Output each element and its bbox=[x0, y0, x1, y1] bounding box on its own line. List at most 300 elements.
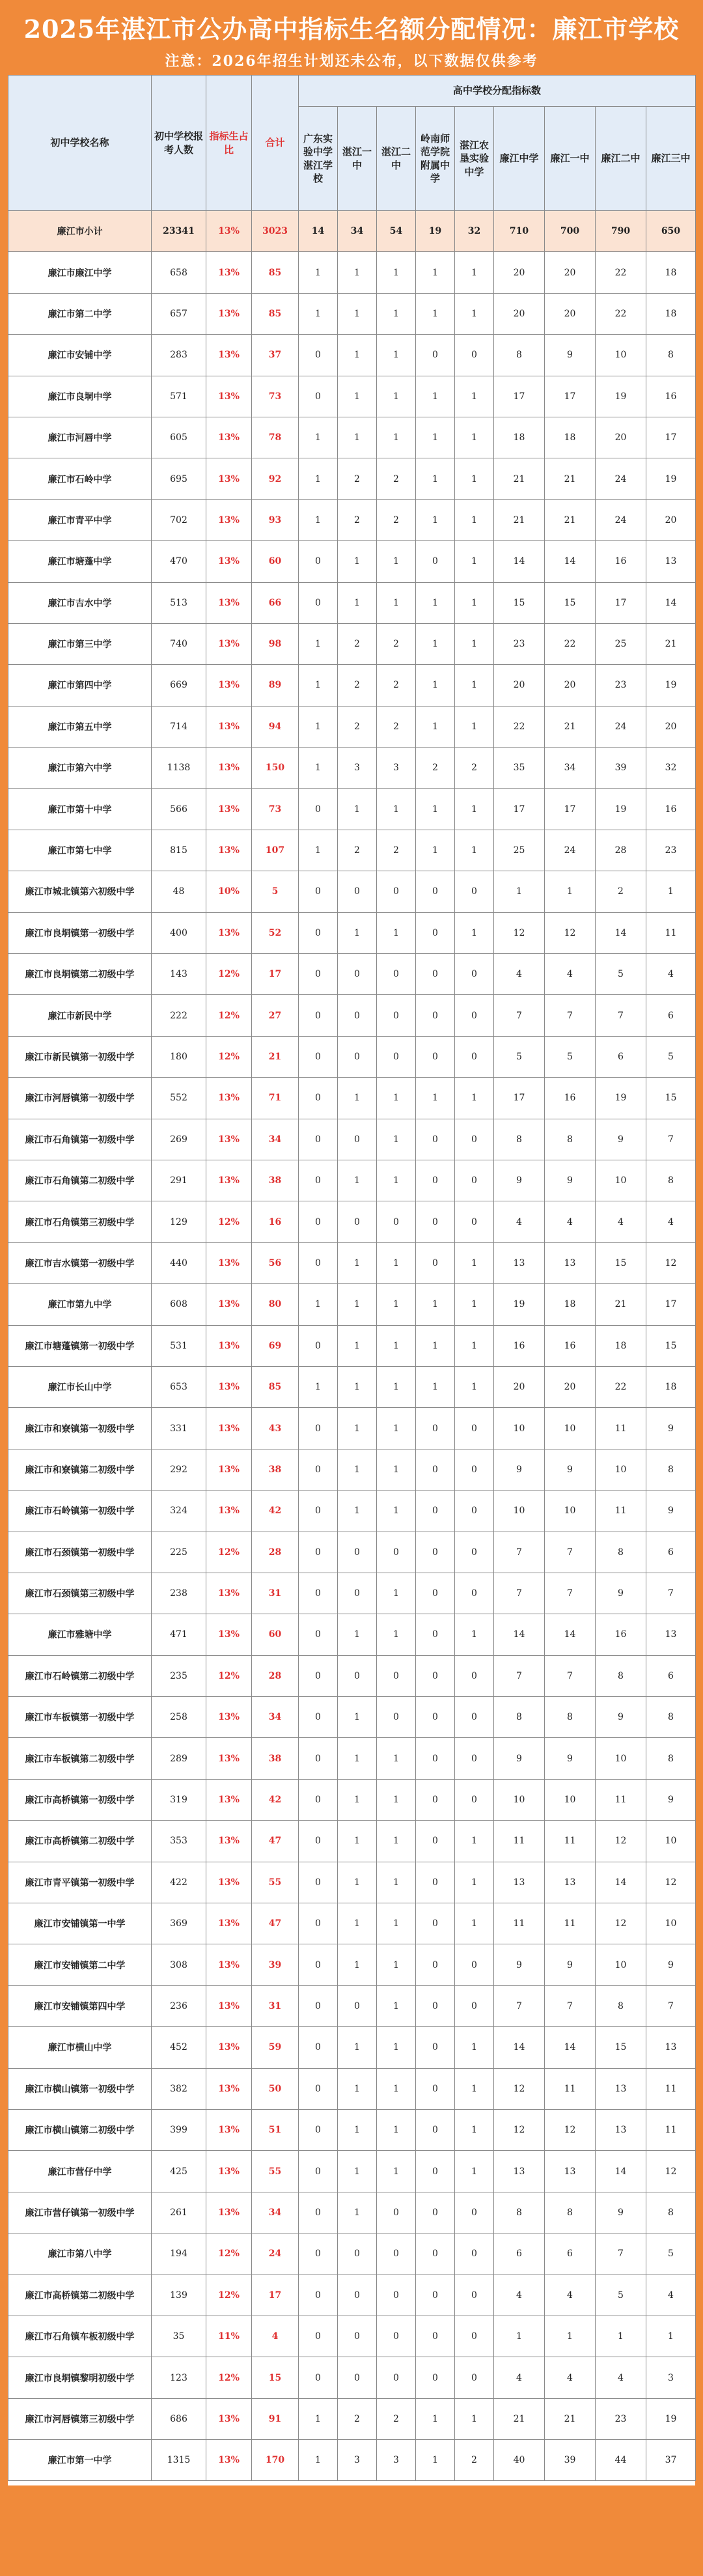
header-high-school: 湛江一中 bbox=[338, 107, 377, 211]
allocation-cell: 710 bbox=[494, 211, 545, 252]
allocation-cell: 0 bbox=[338, 995, 377, 1036]
allocation-cell: 20 bbox=[646, 706, 696, 747]
header-school: 初中学校名称 bbox=[8, 76, 152, 211]
allocation-cell: 1 bbox=[416, 582, 455, 623]
table-row bbox=[8, 417, 696, 458]
candidates-cell: 513 bbox=[152, 582, 206, 623]
allocation-cell: 14 bbox=[596, 912, 646, 953]
total-cell: 69 bbox=[252, 1325, 299, 1366]
allocation-cell: 2 bbox=[377, 458, 416, 499]
header-high-school: 廉江二中 bbox=[596, 107, 646, 211]
ratio-cell: 13% bbox=[206, 1366, 252, 1407]
allocation-cell: 7 bbox=[494, 995, 545, 1036]
candidates-cell: 319 bbox=[152, 1779, 206, 1820]
allocation-cell: 1 bbox=[455, 1903, 494, 1944]
allocation-cell: 0 bbox=[416, 335, 455, 376]
table-row bbox=[8, 1697, 696, 1738]
allocation-cell: 2 bbox=[338, 499, 377, 540]
school-name-cell: 廉江市吉水镇第一初级中学 bbox=[8, 1242, 152, 1283]
school-name-cell: 廉江市塘蓬中学 bbox=[8, 541, 152, 582]
allocation-cell: 22 bbox=[545, 623, 596, 664]
total-cell: 39 bbox=[252, 1944, 299, 1985]
candidates-cell: 143 bbox=[152, 954, 206, 995]
table-row bbox=[8, 541, 696, 582]
total-cell: 37 bbox=[252, 335, 299, 376]
allocation-cell: 1 bbox=[299, 2440, 338, 2481]
total-cell: 17 bbox=[252, 2275, 299, 2316]
table-row bbox=[8, 1738, 696, 1779]
allocation-cell: 11 bbox=[646, 2068, 696, 2109]
allocation-cell: 0 bbox=[377, 2233, 416, 2275]
school-name-cell: 廉江市良垌镇黎明初级中学 bbox=[8, 2357, 152, 2398]
total-cell: 42 bbox=[252, 1491, 299, 1532]
allocation-cell: 39 bbox=[545, 2440, 596, 2481]
candidates-cell: 23341 bbox=[152, 211, 206, 252]
allocation-cell: 0 bbox=[455, 2233, 494, 2275]
allocation-cell: 0 bbox=[416, 871, 455, 912]
allocation-cell: 2 bbox=[338, 830, 377, 871]
allocation-cell: 0 bbox=[377, 1201, 416, 1242]
ratio-cell: 13% bbox=[206, 335, 252, 376]
allocation-cell: 23 bbox=[646, 830, 696, 871]
allocation-cell: 1 bbox=[377, 1491, 416, 1532]
total-cell: 85 bbox=[252, 293, 299, 334]
allocation-cell: 2 bbox=[377, 706, 416, 747]
allocation-cell: 18 bbox=[646, 1366, 696, 1407]
candidates-cell: 324 bbox=[152, 1491, 206, 1532]
table-row bbox=[8, 1201, 696, 1242]
total-cell: 38 bbox=[252, 1738, 299, 1779]
allocation-cell: 1 bbox=[455, 1078, 494, 1119]
school-name-cell: 廉江市青平镇第一初级中学 bbox=[8, 1862, 152, 1903]
candidates-cell: 714 bbox=[152, 706, 206, 747]
allocation-cell: 15 bbox=[494, 582, 545, 623]
allocation-cell: 7 bbox=[494, 1573, 545, 1614]
allocation-cell: 34 bbox=[545, 748, 596, 789]
allocation-cell: 14 bbox=[545, 1614, 596, 1655]
allocation-cell: 8 bbox=[596, 1532, 646, 1573]
allocation-cell: 5 bbox=[545, 1036, 596, 1077]
allocation-cell: 1 bbox=[455, 623, 494, 664]
allocation-cell: 0 bbox=[299, 1862, 338, 1903]
allocation-cell: 9 bbox=[494, 1449, 545, 1490]
table-row bbox=[8, 1325, 696, 1366]
allocation-cell: 1 bbox=[455, 789, 494, 830]
ratio-cell: 13% bbox=[206, 2440, 252, 2481]
school-name-cell: 廉江市塘蓬镇第一初级中学 bbox=[8, 1325, 152, 1366]
allocation-cell: 12 bbox=[596, 1903, 646, 1944]
allocation-cell: 8 bbox=[545, 1119, 596, 1160]
allocation-cell: 0 bbox=[338, 2357, 377, 2398]
allocation-cell: 2 bbox=[416, 748, 455, 789]
allocation-cell: 0 bbox=[299, 954, 338, 995]
ratio-cell: 12% bbox=[206, 954, 252, 995]
allocation-cell: 12 bbox=[494, 2068, 545, 2109]
candidates-cell: 222 bbox=[152, 995, 206, 1036]
allocation-cell: 0 bbox=[455, 2316, 494, 2357]
allocation-cell: 0 bbox=[377, 995, 416, 1036]
allocation-cell: 1 bbox=[455, 2068, 494, 2109]
ratio-cell: 13% bbox=[206, 1903, 252, 1944]
allocation-cell: 1 bbox=[416, 252, 455, 293]
candidates-cell: 566 bbox=[152, 789, 206, 830]
ratio-cell: 13% bbox=[206, 293, 252, 334]
allocation-cell: 0 bbox=[455, 2275, 494, 2316]
allocation-cell: 0 bbox=[299, 335, 338, 376]
total-cell: 170 bbox=[252, 2440, 299, 2481]
allocation-cell: 7 bbox=[596, 2233, 646, 2275]
allocation-cell: 4 bbox=[596, 2357, 646, 2398]
allocation-cell: 1 bbox=[338, 1284, 377, 1325]
allocation-cell: 22 bbox=[596, 252, 646, 293]
allocation-cell: 15 bbox=[545, 582, 596, 623]
allocation-cell: 8 bbox=[646, 1449, 696, 1490]
allocation-cell: 0 bbox=[299, 871, 338, 912]
allocation-cell: 19 bbox=[646, 2398, 696, 2439]
allocation-cell: 9 bbox=[545, 1160, 596, 1201]
allocation-cell: 2 bbox=[377, 830, 416, 871]
allocation-cell: 0 bbox=[338, 1985, 377, 2026]
allocation-cell: 0 bbox=[299, 2151, 338, 2192]
allocation-cell: 0 bbox=[377, 871, 416, 912]
allocation-cell: 1 bbox=[494, 871, 545, 912]
allocation-cell: 7 bbox=[494, 1532, 545, 1573]
allocation-cell: 4 bbox=[494, 2357, 545, 2398]
allocation-cell: 17 bbox=[545, 789, 596, 830]
ratio-cell: 12% bbox=[206, 2357, 252, 2398]
ratio-cell: 12% bbox=[206, 1655, 252, 1696]
allocation-cell: 0 bbox=[377, 2316, 416, 2357]
allocation-cell: 0 bbox=[455, 1655, 494, 1696]
candidates-cell: 123 bbox=[152, 2357, 206, 2398]
allocation-cell: 1 bbox=[377, 1821, 416, 1862]
allocation-cell: 0 bbox=[416, 1449, 455, 1490]
allocation-cell: 1 bbox=[377, 1573, 416, 1614]
school-name-cell: 廉江市石岭镇第一初级中学 bbox=[8, 1491, 152, 1532]
candidates-cell: 238 bbox=[152, 1573, 206, 1614]
header-high-school: 广东实验中学湛江学校 bbox=[299, 107, 338, 211]
total-cell: 80 bbox=[252, 1284, 299, 1325]
allocation-cell: 20 bbox=[596, 417, 646, 458]
school-name-cell: 廉江市和寮镇第一初级中学 bbox=[8, 1408, 152, 1449]
candidates-cell: 686 bbox=[152, 2398, 206, 2439]
allocation-cell: 0 bbox=[416, 2233, 455, 2275]
candidates-cell: 422 bbox=[152, 1862, 206, 1903]
allocation-cell: 19 bbox=[596, 1078, 646, 1119]
table-row bbox=[8, 665, 696, 706]
allocation-cell: 0 bbox=[416, 1573, 455, 1614]
allocation-cell: 0 bbox=[299, 1160, 338, 1201]
allocation-cell: 0 bbox=[299, 995, 338, 1036]
allocation-cell: 7 bbox=[494, 1655, 545, 1696]
total-cell: 73 bbox=[252, 789, 299, 830]
allocation-cell: 21 bbox=[545, 458, 596, 499]
table-row bbox=[8, 1078, 696, 1119]
header-high-school: 廉江一中 bbox=[545, 107, 596, 211]
allocation-cell: 0 bbox=[299, 1985, 338, 2026]
allocation-cell: 1 bbox=[338, 2192, 377, 2233]
allocation-cell: 0 bbox=[299, 1697, 338, 1738]
allocation-cell: 0 bbox=[299, 1408, 338, 1449]
allocation-cell: 14 bbox=[646, 582, 696, 623]
allocation-cell: 2 bbox=[455, 748, 494, 789]
header-high-school: 岭南师范学院附属中学 bbox=[416, 107, 455, 211]
allocation-cell: 7 bbox=[545, 1985, 596, 2026]
candidates-cell: 369 bbox=[152, 1903, 206, 1944]
school-name-cell: 廉江市石角镇第一初级中学 bbox=[8, 1119, 152, 1160]
allocation-cell: 1 bbox=[338, 2068, 377, 2109]
header-candidates: 初中学校报考人数 bbox=[152, 76, 206, 211]
allocation-cell: 1 bbox=[377, 1119, 416, 1160]
table-row bbox=[8, 2151, 696, 2192]
allocation-cell: 4 bbox=[596, 1201, 646, 1242]
total-cell: 89 bbox=[252, 665, 299, 706]
table-row bbox=[8, 1036, 696, 1077]
table-row bbox=[8, 1985, 696, 2026]
candidates-cell: 291 bbox=[152, 1160, 206, 1201]
candidates-cell: 289 bbox=[152, 1738, 206, 1779]
allocation-cell: 0 bbox=[455, 1449, 494, 1490]
ratio-cell: 13% bbox=[206, 2068, 252, 2109]
allocation-cell: 1 bbox=[455, 376, 494, 417]
allocation-cell: 10 bbox=[646, 1903, 696, 1944]
allocation-cell: 12 bbox=[494, 912, 545, 953]
allocation-cell: 12 bbox=[545, 2109, 596, 2150]
candidates-cell: 283 bbox=[152, 335, 206, 376]
school-name-cell: 廉江市高桥镇第一初级中学 bbox=[8, 1779, 152, 1820]
allocation-cell: 7 bbox=[545, 1573, 596, 1614]
allocation-cell: 9 bbox=[646, 1944, 696, 1985]
allocation-cell: 14 bbox=[494, 1614, 545, 1655]
allocation-cell: 16 bbox=[494, 1325, 545, 1366]
allocation-cell: 0 bbox=[455, 1573, 494, 1614]
school-name-cell: 廉江市新民镇第一初级中学 bbox=[8, 1036, 152, 1077]
allocation-cell: 1 bbox=[646, 871, 696, 912]
page-footer bbox=[0, 2485, 703, 2576]
allocation-cell: 3 bbox=[338, 2440, 377, 2481]
allocation-cell: 0 bbox=[455, 1944, 494, 1985]
table-row bbox=[8, 582, 696, 623]
allocation-cell: 7 bbox=[646, 1573, 696, 1614]
allocation-cell: 0 bbox=[416, 1408, 455, 1449]
allocation-cell: 8 bbox=[494, 1119, 545, 1160]
ratio-cell: 13% bbox=[206, 1985, 252, 2026]
allocation-cell: 1 bbox=[646, 2316, 696, 2357]
allocation-cell: 19 bbox=[646, 665, 696, 706]
allocation-cell: 0 bbox=[455, 335, 494, 376]
allocation-cell: 1 bbox=[455, 830, 494, 871]
allocation-cell: 2 bbox=[377, 623, 416, 664]
total-cell: 55 bbox=[252, 2151, 299, 2192]
allocation-cell: 1 bbox=[377, 1779, 416, 1820]
allocation-cell: 1 bbox=[338, 417, 377, 458]
allocation-cell: 20 bbox=[545, 665, 596, 706]
allocation-cell: 1 bbox=[338, 582, 377, 623]
table-row bbox=[8, 499, 696, 540]
allocation-cell: 1 bbox=[377, 2109, 416, 2150]
allocation-cell: 4 bbox=[494, 2275, 545, 2316]
allocation-cell: 4 bbox=[545, 2357, 596, 2398]
school-name-cell: 廉江市和寮镇第二初级中学 bbox=[8, 1449, 152, 1490]
allocation-cell: 24 bbox=[596, 458, 646, 499]
table-row bbox=[8, 2027, 696, 2068]
header-high-school: 廉江三中 bbox=[646, 107, 696, 211]
allocation-cell: 0 bbox=[338, 1119, 377, 1160]
allocation-cell: 9 bbox=[596, 1119, 646, 1160]
page-header bbox=[0, 0, 703, 75]
allocation-cell: 1 bbox=[377, 1862, 416, 1903]
allocation-cell: 0 bbox=[299, 1655, 338, 1696]
total-cell: 73 bbox=[252, 376, 299, 417]
ratio-cell: 12% bbox=[206, 2275, 252, 2316]
allocation-cell: 20 bbox=[494, 665, 545, 706]
allocation-cell: 1 bbox=[377, 335, 416, 376]
allocation-cell: 1 bbox=[377, 789, 416, 830]
allocation-cell: 1 bbox=[299, 417, 338, 458]
candidates-cell: 608 bbox=[152, 1284, 206, 1325]
allocation-cell: 40 bbox=[494, 2440, 545, 2481]
ratio-cell: 13% bbox=[206, 1242, 252, 1283]
candidates-cell: 35 bbox=[152, 2316, 206, 2357]
candidates-cell: 308 bbox=[152, 1944, 206, 1985]
allocation-cell: 1 bbox=[377, 2151, 416, 2192]
allocation-cell: 0 bbox=[455, 1738, 494, 1779]
total-cell: 47 bbox=[252, 1821, 299, 1862]
allocation-cell: 1 bbox=[545, 871, 596, 912]
school-name-cell: 廉江市长山中学 bbox=[8, 1366, 152, 1407]
allocation-cell: 24 bbox=[596, 706, 646, 747]
allocation-cell: 11 bbox=[646, 2109, 696, 2150]
table-row bbox=[8, 2068, 696, 2109]
allocation-cell: 13 bbox=[494, 2151, 545, 2192]
school-name-cell: 廉江市良垌镇第一初级中学 bbox=[8, 912, 152, 953]
total-cell: 59 bbox=[252, 2027, 299, 2068]
allocation-cell: 17 bbox=[494, 1078, 545, 1119]
ratio-cell: 12% bbox=[206, 2233, 252, 2275]
allocation-cell: 0 bbox=[416, 1903, 455, 1944]
total-cell: 34 bbox=[252, 1119, 299, 1160]
allocation-cell: 0 bbox=[299, 789, 338, 830]
allocation-cell: 0 bbox=[338, 1201, 377, 1242]
ratio-cell: 13% bbox=[206, 1862, 252, 1903]
allocation-cell: 13 bbox=[646, 2027, 696, 2068]
table-row bbox=[8, 789, 696, 830]
allocation-cell: 1 bbox=[299, 1366, 338, 1407]
allocation-cell: 10 bbox=[545, 1779, 596, 1820]
total-cell: 38 bbox=[252, 1160, 299, 1201]
allocation-cell: 0 bbox=[416, 1779, 455, 1820]
allocation-cell: 22 bbox=[596, 293, 646, 334]
allocation-cell: 2 bbox=[596, 871, 646, 912]
allocation-cell: 14 bbox=[299, 211, 338, 252]
allocation-cell: 22 bbox=[596, 1366, 646, 1407]
allocation-cell: 1 bbox=[338, 1408, 377, 1449]
allocation-cell: 4 bbox=[545, 954, 596, 995]
table-row bbox=[8, 1160, 696, 1201]
allocation-cell: 12 bbox=[494, 2109, 545, 2150]
allocation-cell: 0 bbox=[299, 2357, 338, 2398]
total-cell: 34 bbox=[252, 1697, 299, 1738]
allocation-cell: 13 bbox=[545, 1862, 596, 1903]
table-row bbox=[8, 1862, 696, 1903]
allocation-cell: 9 bbox=[494, 1160, 545, 1201]
allocation-cell: 1 bbox=[416, 1325, 455, 1366]
allocation-cell: 1 bbox=[338, 912, 377, 953]
school-name-cell: 廉江市横山中学 bbox=[8, 2027, 152, 2068]
allocation-cell: 11 bbox=[646, 912, 696, 953]
allocation-cell: 15 bbox=[596, 1242, 646, 1283]
allocation-cell: 0 bbox=[416, 1738, 455, 1779]
school-name-cell: 廉江市车板镇第一初级中学 bbox=[8, 1697, 152, 1738]
allocation-cell: 18 bbox=[596, 1325, 646, 1366]
allocation-cell: 0 bbox=[416, 2316, 455, 2357]
table-row bbox=[8, 2440, 696, 2481]
allocation-cell: 11 bbox=[545, 2068, 596, 2109]
allocation-cell: 8 bbox=[646, 2192, 696, 2233]
allocation-cell: 1 bbox=[416, 2440, 455, 2481]
allocation-cell: 1 bbox=[377, 1408, 416, 1449]
total-cell: 28 bbox=[252, 1655, 299, 1696]
allocation-cell: 14 bbox=[494, 541, 545, 582]
candidates-cell: 129 bbox=[152, 1201, 206, 1242]
ratio-cell: 13% bbox=[206, 1944, 252, 1985]
allocation-cell: 1 bbox=[299, 499, 338, 540]
table-row bbox=[8, 1491, 696, 1532]
allocation-cell: 0 bbox=[455, 1532, 494, 1573]
allocation-cell: 1 bbox=[455, 2398, 494, 2439]
allocation-cell: 0 bbox=[455, 1697, 494, 1738]
allocation-cell: 2 bbox=[338, 2398, 377, 2439]
allocation-cell: 8 bbox=[494, 2192, 545, 2233]
allocation-cell: 0 bbox=[416, 1614, 455, 1655]
allocation-cell: 4 bbox=[646, 2275, 696, 2316]
allocation-cell: 1 bbox=[596, 2316, 646, 2357]
candidates-cell: 400 bbox=[152, 912, 206, 953]
allocation-cell: 44 bbox=[596, 2440, 646, 2481]
ratio-cell: 13% bbox=[206, 1449, 252, 1490]
allocation-cell: 0 bbox=[416, 1036, 455, 1077]
allocation-cell: 0 bbox=[416, 2151, 455, 2192]
candidates-cell: 740 bbox=[152, 623, 206, 664]
allocation-cell: 0 bbox=[299, 1036, 338, 1077]
ratio-cell: 13% bbox=[206, 1738, 252, 1779]
allocation-cell: 6 bbox=[646, 1655, 696, 1696]
allocation-table-container bbox=[0, 75, 703, 2485]
allocation-cell: 18 bbox=[646, 293, 696, 334]
allocation-cell: 16 bbox=[646, 789, 696, 830]
school-name-cell: 廉江市第六中学 bbox=[8, 748, 152, 789]
school-name-cell: 廉江市第八中学 bbox=[8, 2233, 152, 2275]
candidates-cell: 815 bbox=[152, 830, 206, 871]
allocation-cell: 1 bbox=[338, 252, 377, 293]
allocation-cell: 10 bbox=[646, 1821, 696, 1862]
allocation-cell: 14 bbox=[545, 2027, 596, 2068]
allocation-cell: 9 bbox=[545, 1944, 596, 1985]
allocation-cell: 1 bbox=[338, 1821, 377, 1862]
allocation-cell: 1 bbox=[299, 2398, 338, 2439]
allocation-cell: 18 bbox=[545, 417, 596, 458]
table-row bbox=[8, 995, 696, 1036]
allocation-cell: 0 bbox=[416, 2109, 455, 2150]
allocation-cell: 4 bbox=[545, 2275, 596, 2316]
allocation-cell: 1 bbox=[377, 1284, 416, 1325]
allocation-cell: 16 bbox=[646, 376, 696, 417]
school-name-cell: 廉江市第三中学 bbox=[8, 623, 152, 664]
allocation-cell: 0 bbox=[455, 2357, 494, 2398]
ratio-cell: 13% bbox=[206, 2192, 252, 2233]
candidates-cell: 236 bbox=[152, 1985, 206, 2026]
allocation-cell: 1 bbox=[338, 2027, 377, 2068]
